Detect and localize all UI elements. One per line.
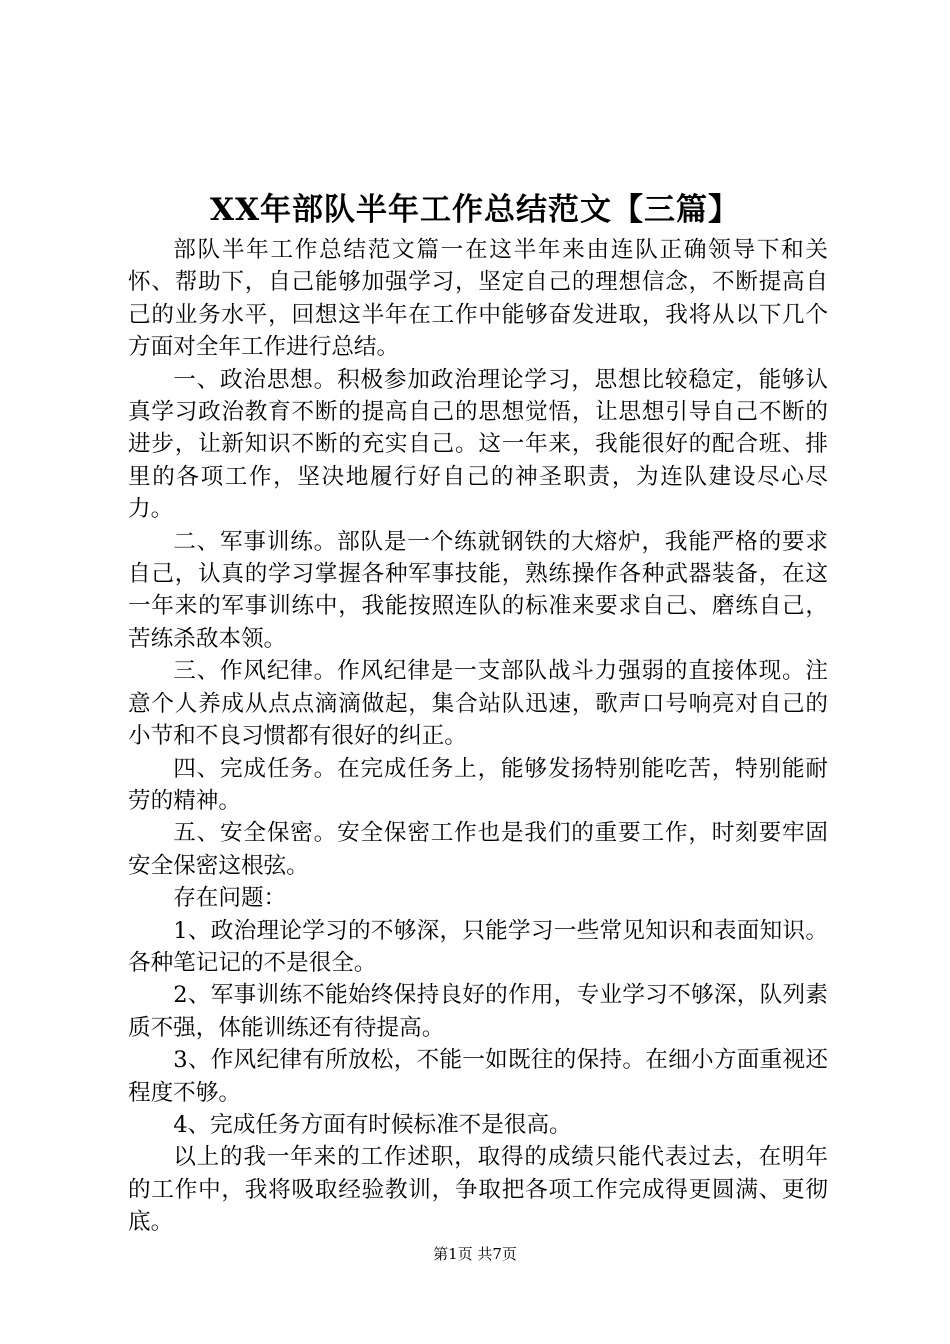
paragraph-security: 五、安全保密。安全保密工作也是我们的重要工作，时刻要牢固安全保密这根弦。 (128, 820, 828, 879)
document-body (128, 234, 828, 1239)
paragraph-problem-3: 3、作风纪律有所放松，不能一如既往的保持。在细小方面重视还程度不够。 (128, 1047, 828, 1106)
document-title: XX年部队半年工作总结范文【三篇】 (209, 192, 741, 228)
paragraph-tasks: 四、完成任务。在完成任务上，能够发扬特别能吃苦，特别能耐劳的精神。 (128, 755, 828, 814)
paragraph-problem-2: 2、军事训练不能始终保持良好的作用，专业学习不够深，队列素质不强，体能训练还有待提高。 (128, 982, 828, 1041)
paragraph-intro: 部队半年工作总结范文篇一在这半年来由连队正确领导下和关怀、帮助下，自己能够加强学习，坚定自己的理想信念，不断提高自己的业务水平，回想这半年在工作中能够奋发进取，我将从以下几个方面对全年工作进行总结。 (128, 237, 828, 361)
paragraph-problem-1: 1、政治理论学习的不够深，只能学习一些常见知识和表面知识。各种笔记记的不是很全。 (128, 917, 828, 976)
page-number-footer: 第1页 共7页 (433, 1245, 517, 1263)
paragraph-problem-4: 4、完成任务方面有时候标准不是很高。 (173, 1111, 572, 1138)
paragraph-political: 一、政治思想。积极参加政治理论学习，思想比较稳定，能够认真学习政治教育不断的提高自己的思想觉悟，让思想引导自己不断的进步，让新知识不断的充实自己。这一年来，我能很好的配合班、排里的各项工作，坚决地履行好自己的神圣职责，为连队建设尽心尽力。 (128, 366, 828, 523)
paragraph-discipline: 三、作风纪律。作风纪律是一支部队战斗力强弱的直接体现。注意个人养成从点点滴滴做起，集合站队迅速，歌声口号响亮对自己的小节和不良习惯都有很好的纠正。 (128, 658, 828, 750)
paragraph-problems-heading: 存在问题： (173, 885, 287, 912)
paragraph-military-training: 二、军事训练。部队是一个练就钢铁的大熔炉，我能严格的要求自己，认真的学习掌握各种军事技能，熟练操作各种武器装备，在这一年来的军事训练中，我能按照连队的标准来要求自己、磨练自己，苦练杀敌本领。 (128, 528, 828, 652)
paragraph-conclusion: 以上的我一年来的工作述职，取得的成绩只能代表过去，在明年的工作中，我将吸取经验教训，争取把各项工作完成得更圆满、更彻底。 (128, 1144, 828, 1236)
